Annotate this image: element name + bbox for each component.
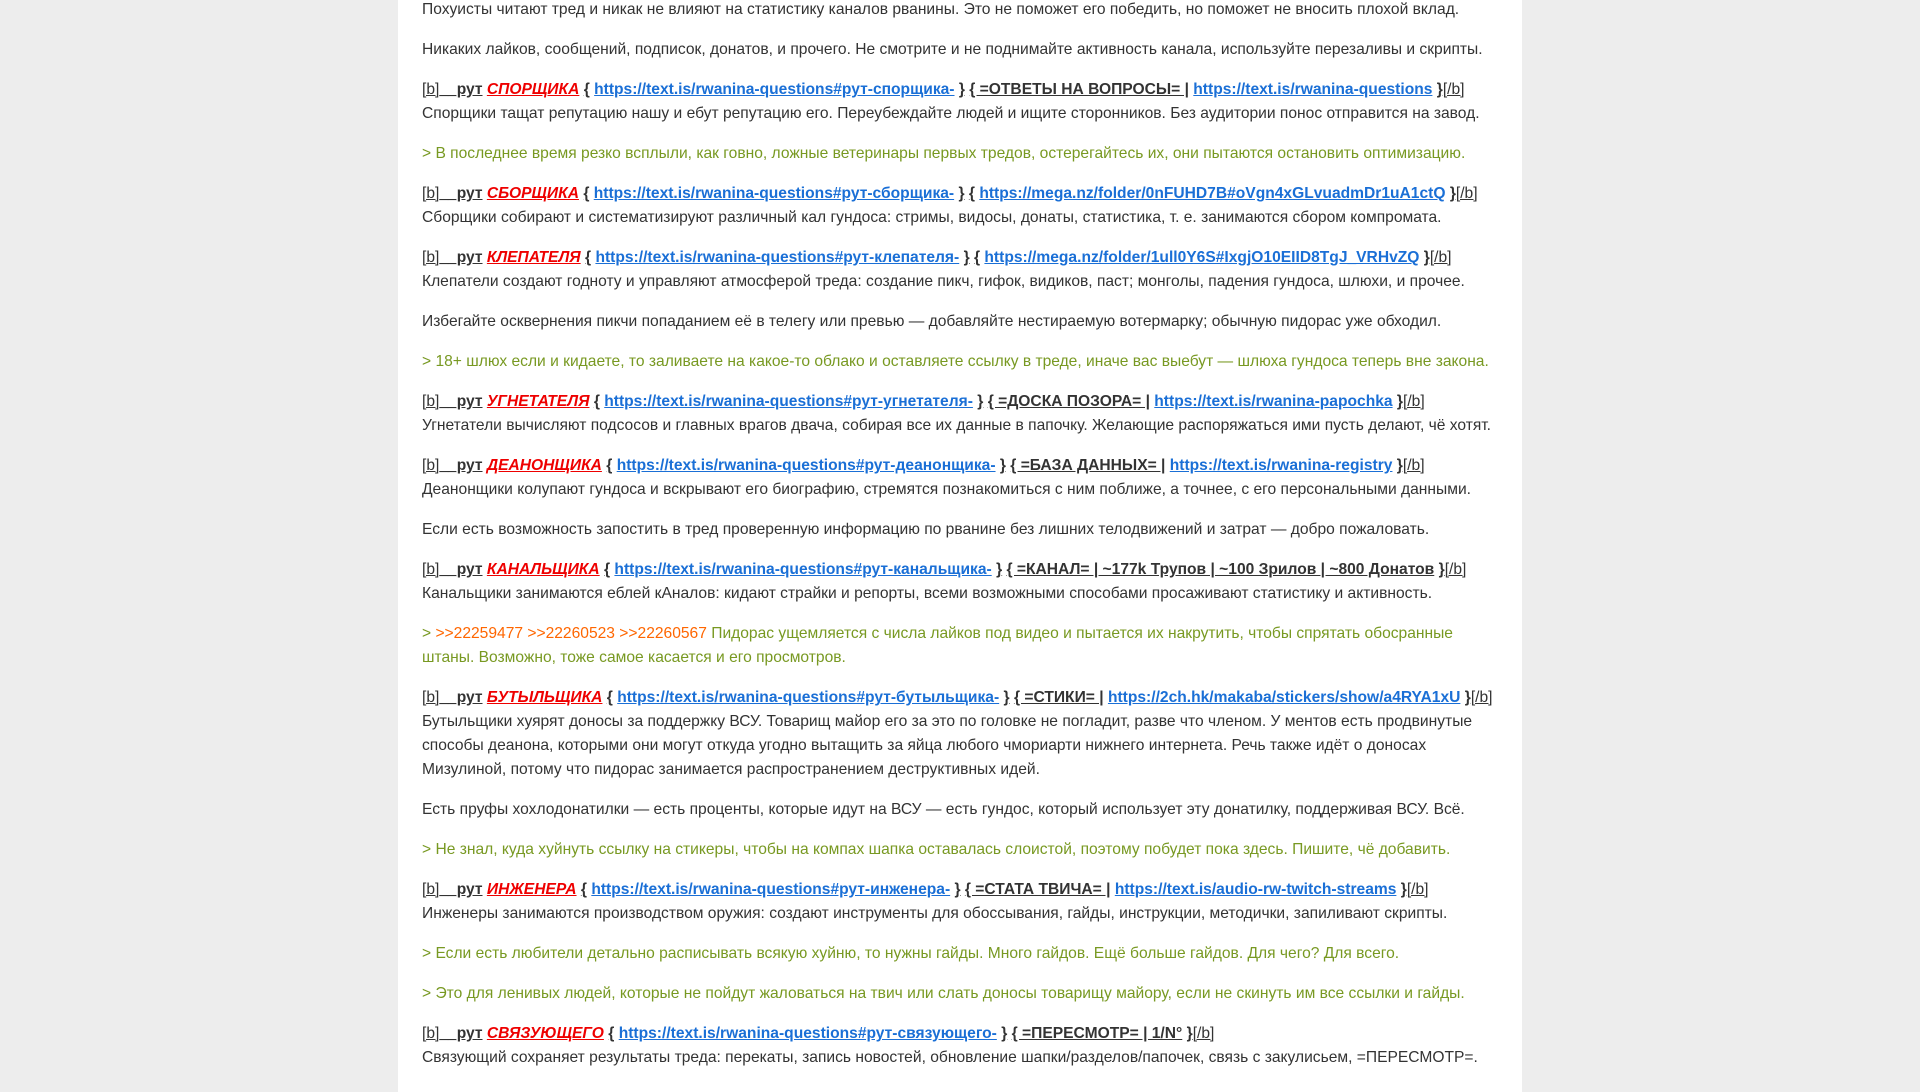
role-description: Бутыльщики хуярят доносы за поддержку ВСУ. Товарищ майор его за это по головке не погладит, разве что членом. У ментов есть продвинутые способы деанона, которыми они могут откуда угодно вытащить за яйца любого чмориарти нижнего интернета. Речь также идёт о доносах Мизулиной, потому что пидорас занимается распространением деструктивных идей. (422, 713, 1473, 778)
extra-link[interactable]: https://text.is/rwanina-questions (1193, 81, 1433, 98)
header-line (422, 393, 1425, 410)
role-description: Инженеры занимаются производством оружия: создают инструменты для обоссывания, гайды, инструкции, методички, запиливают скрипты. (422, 905, 1448, 922)
role-name: ДЕАНОНЩИКА (486, 457, 602, 474)
bb-open-tag: [b] (422, 185, 440, 202)
role-link[interactable]: https://text.is/rwanina-questions#рут-деанонщика- (616, 457, 996, 474)
extra-label: { =КАНАЛ= | ~177k Трупов | ~100 Зрилов | ~800 Донатов (1006, 561, 1435, 578)
extra-label: { =ОТВЕТЫ НА ВОПРОСЫ= | (969, 81, 1189, 98)
greentext-quote: > Не знал, куда хуйнуть ссылку на стикеры, чтобы на компах шапка оставалась слоистой, поэтому побудет пока здесь. Пишите, чё добавить. (422, 841, 1451, 858)
bb-open-tag: [b] (422, 81, 440, 98)
brace: { (606, 689, 613, 706)
brace: } (958, 81, 965, 98)
extra-label: { =ПЕРЕСМОТР= | 1/N° (1011, 1025, 1183, 1042)
brace: } (996, 561, 1003, 578)
role-name: УГНЕТАТЕЛЯ (486, 393, 590, 410)
intro-line: Похуисты читают тред и никак не влияют на статистику каналов рванины. Это не поможет его победить, но поможет не вносить плохой вклад. (422, 1, 1460, 18)
role-description: Клепатели создают годноту и управляют атмосферой треда: создание пикч, гифок, видиков, паст; монголы, падения гундоса, шлюхи, и прочее. (422, 273, 1465, 290)
role-link[interactable]: https://text.is/rwanina-questions#рут-клепателя- (595, 249, 960, 266)
header-line (422, 249, 1452, 266)
header-line (422, 81, 1465, 98)
extra-link[interactable]: https://text.is/rwanina-papochka (1154, 393, 1393, 410)
role-prefix: __рут (439, 185, 483, 202)
role-description: Сборщики собирают и систематизируют различный кал гундоса: стримы, видосы, донаты, статистика, т. е. занимаются сбором компромата. (422, 209, 1442, 226)
role-name: ИНЖЕНЕРА (486, 881, 577, 898)
bb-close-tag: [/b] (1429, 249, 1452, 266)
brace: } (1396, 393, 1403, 410)
brace: { (583, 81, 590, 98)
extra-label: { =ДОСКА ПОЗОРА= | (987, 393, 1150, 410)
brace: } (977, 393, 984, 410)
role-prefix: __рут (439, 457, 483, 474)
bb-close-tag: [/b] (1470, 689, 1493, 706)
post-reply-links[interactable]: >>22259477 >>22260523 >>22260567 (435, 625, 707, 642)
role-link[interactable]: https://text.is/rwanina-questions#рут-спорщика- (594, 81, 955, 98)
greentext-quote: > В последнее время резко всплыли, как говно, ложные ветеринары первых тредов, остерегайтесь их, они пытаются остановить оптимизацию. (422, 145, 1466, 162)
role-link[interactable]: https://text.is/rwanina-questions#рут-канальщика- (614, 561, 992, 578)
brace: { (606, 457, 613, 474)
extra-link[interactable]: https://text.is/audio-rw-twitch-streams (1114, 881, 1397, 898)
role-block-svyazuyushchiy (422, 1022, 1498, 1070)
role-link[interactable]: https://text.is/rwanina-questions#рут-инженера- (591, 881, 951, 898)
brace: } (963, 249, 970, 266)
header-line (422, 881, 1429, 898)
role-prefix: __рут (439, 249, 483, 266)
brace: } (1464, 689, 1471, 706)
role-prefix: __рут (439, 393, 483, 410)
role-name: СБОРЩИКА (486, 185, 579, 202)
brace: { (593, 393, 600, 410)
brace: { (585, 249, 592, 266)
role-prefix: __рут (439, 1025, 483, 1042)
bb-open-tag: [b] (422, 457, 440, 474)
brace: } (1400, 881, 1407, 898)
bb-open-tag: [b] (422, 881, 440, 898)
role-link[interactable]: https://text.is/rwanina-questions#рут-угнетателя- (604, 393, 973, 410)
role-prefix: __рут (439, 881, 483, 898)
intro-line: Никаких лайков, сообщений, подписок, донатов, и прочего. Не смотрите и не поднимайте активность канала, используйте перезаливы и скрипты. (422, 41, 1483, 58)
bb-open-tag: [b] (422, 393, 440, 410)
brace: } (1423, 249, 1430, 266)
bb-open-tag: [b] (422, 249, 440, 266)
header-line (422, 457, 1425, 474)
role-name: БУТЫЛЬЩИКА (486, 689, 603, 706)
role-name: КАНАЛЬЩИКА (486, 561, 600, 578)
brace: } (1449, 185, 1456, 202)
extra-label: { =СТИКИ= | (1013, 689, 1104, 706)
greentext-quote (422, 622, 1498, 670)
bb-close-tag: [/b] (1442, 81, 1465, 98)
extra-label: { =БАЗА ДАННЫХ= | (1010, 457, 1166, 474)
bb-close-tag: [/b] (1402, 393, 1425, 410)
bb-open-tag: [b] (422, 1025, 440, 1042)
brace: } (1436, 81, 1443, 98)
role-prefix: __рут (439, 81, 483, 98)
role-block-ugnetatel (422, 390, 1498, 438)
role-link[interactable]: https://text.is/rwanina-questions#рут-связующего- (618, 1025, 997, 1042)
role-link[interactable]: https://text.is/rwanina-questions#рут-сборщика- (593, 185, 955, 202)
role-description: Деанонщики колупают гундоса и вскрывают его биографию, стремятся познакомиться с ним поближе, а точнее, с его персональными данными. (422, 481, 1471, 498)
brace: { (583, 185, 590, 202)
bb-close-tag: [/b] (1406, 881, 1429, 898)
bb-close-tag: [/b] (1192, 1025, 1215, 1042)
bb-open-tag: [b] (422, 561, 440, 578)
header-line (422, 185, 1478, 202)
role-block-deanonshchik (422, 454, 1498, 502)
brace: } (958, 185, 965, 202)
bb-open-tag: [b] (422, 689, 440, 706)
role-name: СПОРЩИКА (486, 81, 580, 98)
bb-close-tag: [/b] (1444, 561, 1467, 578)
greentext-quote: > 18+ шлюх если и кидаете, то заливаете на какое-то облако и оставляете ссылку в треде, иначе вас выебут — шлюха гундоса теперь вне закона. (422, 353, 1489, 370)
brace: } (1396, 457, 1403, 474)
role-description: Угнетатели вычисляют подсосов и главных врагов двача, собирая все их данные в папочку. Желающие распоряжаться ими пусть делают, чё хотят. (422, 417, 1492, 434)
role-block-inzhener (422, 878, 1498, 926)
role-prefix: __рут (439, 561, 483, 578)
header-line (422, 561, 1466, 578)
header-line (422, 1025, 1214, 1042)
role-block-sporshchik (422, 78, 1498, 126)
brace: } (1003, 689, 1010, 706)
extra-link[interactable]: https://mega.nz/folder/1ull0Y6S#IxgjO10EIID8TgJ_VRHvZQ (984, 249, 1420, 266)
brace: } (1186, 1025, 1193, 1042)
brace: { (580, 881, 587, 898)
role-prefix: __рут (439, 689, 483, 706)
brace: } (999, 457, 1006, 474)
quote-text: Пидорас ущемляется с числа лайков под видео и пытается их накрутить, чтобы спрятать обосранные штаны. Возможно, тоже самое касается и его просмотров. (422, 625, 1453, 666)
quote-marker: > (422, 625, 436, 642)
role-block-klepatel (422, 246, 1498, 294)
note-paragraph: Избегайте осквернения пикчи попаданием её в телегу или превью — добавляйте нестираемую вотермарку; обычную пидорас уже обходил. (422, 313, 1442, 330)
role-description: Спорщики тащат репутацию нашу и ебут репутацию его. Переубеждайте людей и ищите сторонников. Без аудитории понос отправится на завод. (422, 105, 1480, 122)
extra-label: { =СТАТА ТВИЧА= | (964, 881, 1111, 898)
role-block-butylshchik (422, 686, 1498, 782)
extra-link[interactable]: https://mega.nz/folder/0nFUHD7B#oVgn4xGLvuadmDr1uA1ctQ (979, 185, 1446, 202)
post-body (398, 0, 1522, 1092)
bb-close-tag: [/b] (1402, 457, 1425, 474)
bb-close-tag: [/b] (1455, 185, 1478, 202)
greentext-quote: > Если есть любители детально расписывать всякую хуйню, то нужны гайды. Много гайдов. Ещё больше гайдов. Для чего? Для всего. (422, 945, 1400, 962)
role-description: Канальщики занимаются еблей кАналов: кидают страйки и репорты, всеми возможными способами просаживают статистику и активность. (422, 585, 1433, 602)
note-paragraph: Есть пруфы хохлодонатилки — есть проценты, которые идут на ВСУ — есть гундос, который использует эту донатилку, поддерживая ВСУ. Всё. (422, 801, 1465, 818)
role-link[interactable]: https://text.is/rwanina-questions#рут-бутыльщика- (617, 689, 1000, 706)
brace: } (954, 881, 961, 898)
brace: { (608, 1025, 615, 1042)
extra-link[interactable]: https://text.is/rwanina-registry (1169, 457, 1393, 474)
brace: } (1438, 561, 1445, 578)
role-block-kanalshchik (422, 558, 1498, 606)
brace: { (604, 561, 611, 578)
role-description: Связующий сохраняет результаты треда: перекаты, запись новостей, обновление шапки/разделов/папочек, связь с закулисьем, =ПЕРЕСМОТР=. (422, 1049, 1478, 1066)
header-line (422, 689, 1492, 706)
brace: } (1001, 1025, 1008, 1042)
note-paragraph: Если есть возможность запостить в тред проверенную информацию по рванине без лишних телодвижений и затрат — добро пожаловать. (422, 521, 1430, 538)
extra-label: { (968, 185, 975, 202)
role-block-sborshchik (422, 182, 1498, 230)
role-name: КЛЕПАТЕЛЯ (486, 249, 581, 266)
role-name: СВЯЗУЮЩЕГО (486, 1025, 604, 1042)
extra-link[interactable]: https://2ch.hk/makaba/stickers/show/a4RYA1xU (1107, 689, 1461, 706)
greentext-quote: > Это для ленивых людей, которые не пойдут жаловаться на твич или слать доносы товарищу майору, если не скинуть им все ссылки и гайды. (422, 985, 1465, 1002)
extra-label: { (973, 249, 981, 266)
